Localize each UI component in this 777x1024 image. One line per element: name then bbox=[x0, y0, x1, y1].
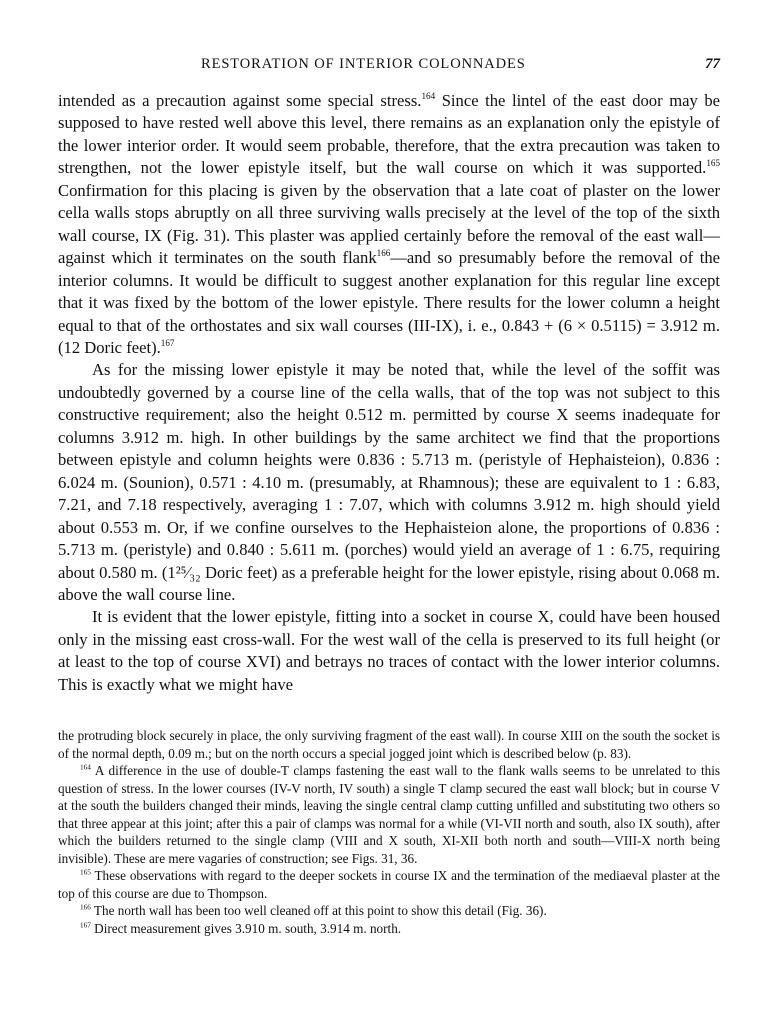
main-text bbox=[58, 90, 720, 696]
footnotes bbox=[58, 727, 720, 937]
footnote-167: $^{167}$ Direct measurement gives 3.910 m. south, 3.914 m. north. bbox=[80, 920, 402, 936]
footnote-ref-166: 166 bbox=[376, 248, 391, 259]
paragraph-3: It is evident that the lower epistyle, fitting into a socket in course X, could have been housed only in the missing east cross-wall. For the west wall of the cella is preserved to its full height (or at least to the top of course XVI) and betrays no traces of contact with the lower interior columns. This is exactly what we might have bbox=[58, 607, 720, 694]
footnote-166: $^{166}$ The north wall has been too well cleaned off at this point to show this detail (Fig. 36). bbox=[80, 903, 547, 918]
paragraph-2: As for the missing lower epistyle it may be noted that, while the level of the soffit was undoubtedly governed by a course line of the cella walls, that of the top was not subject to this constructive requirement; also the height 0.512 m. permitted by course X seems inadequate for columns 3.912 m. high. In other buildings by the same architect we find that the proportions between epistyle and column heights were 0.836 : 5.713 m. (peristyle of Hephaisteion), 0.836 : 6.024 m. (Sounion), 0.571 : 4.10 m. (presumably, at Rhamnous); these are equivalent to 1 : 6.83, 7.21, and 7.18 respectively, averaging 1 : 7.07, which with columns 3.912 m. high should yield about 0.553 m. Or, if we confine ourselves to the Hephaisteion alone, the proportions of 0.836 : 5.713 m. (peristyle) and 0.840 : 5.611 m. (porches) would yield an average of 1 : 6.75, requiring about 0.580 m. (1²⁵⁄₃₂ Doric feet) as a preferable height for the lower epistyle, rising about 0.068 m. above the wall course line. bbox=[58, 360, 720, 604]
page-number: 77 bbox=[705, 56, 720, 72]
footnote-165: $^{165}$ These observations with regard to the deeper sockets in course IX and the termination of the mediaeval plaster at the top of this course are due to Thompson. bbox=[58, 868, 720, 901]
footnote-ref-164: 164 bbox=[421, 91, 436, 102]
footnote-continuation: the protruding block securely in place, the only surviving fragment of the east wall). In course XIII on the south the socket is of the normal depth, 0.09 m.; but on the north occurs a special jogged joint which is described below (p. 83). bbox=[58, 728, 720, 761]
footnote-ref-165: 165 bbox=[706, 158, 720, 169]
paragraph-1: intended as a precaution against some special stress.$^{164}$ Since the lintel of the east door may be supposed to have rested well above this level, there remains as an explanation only the epistyle of the lower interior order. It would seem probable, therefore, that the extra precaution was taken to strengthen, not the lower epistyle itself, but the wall course on which it was supported.$^{165}$ Confirmation for this placing is given by the observation that a late coat of plaster on the lower cella walls stops abruptly on all three surviving walls precisely at the level of the top of the sixth wall course, IX (Fig. 31). This plaster was applied certainly before the removal of the east wall—against which it terminates on the south flank$^{166}$—and so presumably before the removal of the interior columns. It would be difficult to suggest another explanation for this regular line except that it was fixed by the bottom of the lower epistyle. There results for the lower column a height equal to that of the orthostates and six wall courses (III-IX), i. e., 0.843 + (6 × 0.5115) = 3.912 m. (12 Doric feet).$^{167}$ bbox=[58, 91, 720, 357]
footnote-ref-167: 167 bbox=[160, 338, 175, 349]
footnote-164: $^{164}$ A difference in the use of double-T clamps fastening the east wall to the flank walls seems to be unrelated to this question of stress. In the lower courses (IV-V north, IV south) a single T clamp secured the east wall block; but in course V at the south the builders changed their minds, leaving the single central clamp cutting unfilled and substituting two others so that three appear at this joint; after this a pair of clamps was normal for a while (VI-VII north and south, also IX south), after which the builders returned to the single clamp (VIII and X south, XI-XII both north and south—VIII-X north being invisible). These are mere vagaries of construction; see Figs. 31, 36. bbox=[58, 763, 720, 866]
running-head bbox=[58, 56, 720, 76]
running-head-title: RESTORATION OF INTERIOR COLONNADES bbox=[201, 56, 526, 72]
